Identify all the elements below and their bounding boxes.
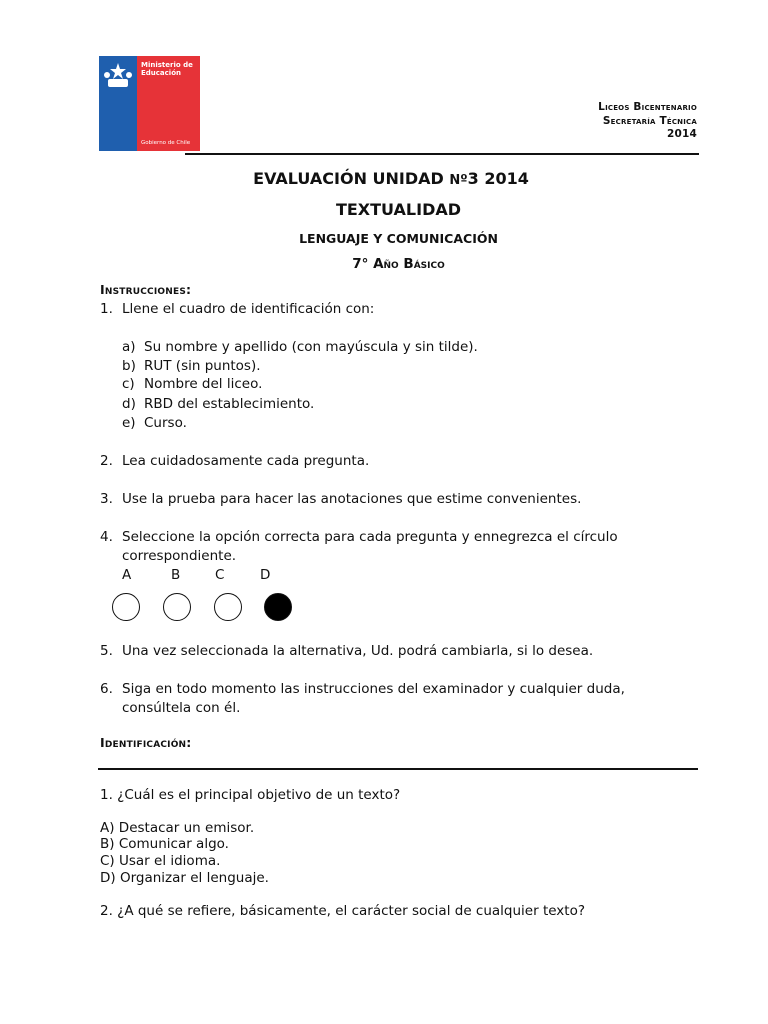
subitem-e-letter: e) <box>122 415 136 431</box>
option-letter-b: B <box>171 567 181 583</box>
option-letter-a: A <box>122 567 132 583</box>
instruction-6-text-line2: consúltela con él. <box>122 700 241 716</box>
coat-of-arms-icon <box>102 61 134 91</box>
subitem-b-letter: b) <box>122 358 136 374</box>
question-1-answer-d: D) Organizar el lenguaje. <box>100 870 269 886</box>
header-divider <box>185 153 699 155</box>
ministry-logo <box>99 56 200 151</box>
instructions-heading: Instrucciones: <box>100 282 192 297</box>
header-line1: Liceos Bicentenario <box>598 101 697 113</box>
instruction-1-number: 1. <box>100 301 113 317</box>
option-bubble-d <box>264 593 292 621</box>
identification-heading: Identificación: <box>100 735 192 750</box>
instruction-5-number: 5. <box>100 643 113 659</box>
subitem-c-text: Nombre del liceo. <box>144 376 263 392</box>
instruction-6-number: 6. <box>100 681 113 697</box>
instruction-6-text-line1: Siga en todo momento las instrucciones del examinador y cualquier duda, <box>122 681 625 697</box>
option-bubble-c <box>214 593 242 621</box>
subitem-a-text: Su nombre y apellido (con mayúscula y sin tilde). <box>144 339 478 355</box>
evaluation-number-sign: Nº <box>449 173 468 188</box>
subitem-b-text: RUT (sin puntos). <box>144 358 261 374</box>
identification-divider <box>98 768 698 770</box>
subitem-d-letter: d) <box>122 396 136 412</box>
logo-line1: Ministerio de <box>141 61 193 69</box>
option-letter-c: C <box>215 567 225 583</box>
option-letter-d: D <box>260 567 271 583</box>
instruction-4-number: 4. <box>100 529 113 545</box>
question-1: 1. ¿Cuál es el principal objetivo de un texto? <box>100 787 401 803</box>
option-bubble-a <box>112 593 140 621</box>
subitem-a-letter: a) <box>122 339 136 355</box>
evaluation-title <box>0 169 768 188</box>
header-right <box>598 101 697 142</box>
subitem-c-letter: c) <box>122 376 135 392</box>
grade-title: 7° Año Básico <box>352 256 445 272</box>
instruction-4-text-line2: correspondiente. <box>122 548 237 564</box>
header-line2: Secretaría Técnica <box>602 114 697 127</box>
option-bubble-b <box>163 593 191 621</box>
question-1-answer-c: C) Usar el idioma. <box>100 853 221 869</box>
logo-line2: Educación <box>141 69 181 77</box>
instruction-2-number: 2. <box>100 453 113 469</box>
instruction-1-text: Llene el cuadro de identificación con: <box>122 301 375 317</box>
instruction-4-text-line1: Seleccione la opción correcta para cada pregunta y ennegrezca el círculo <box>122 529 618 545</box>
instruction-3-text: Use la prueba para hacer las anotaciones que estime convenientes. <box>122 491 582 507</box>
question-1-answer-b: B) Comunicar algo. <box>100 836 229 852</box>
subitem-d-text: RBD del establecimiento. <box>144 396 315 412</box>
evaluation-suffix: 3 2014 <box>467 169 529 188</box>
question-1-answer-a: A) Destacar un emisor. <box>100 820 255 836</box>
logo-blue-panel <box>99 56 137 151</box>
subitem-e-text: Curso. <box>144 415 187 431</box>
instruction-2-text: Lea cuidadosamente cada pregunta. <box>122 453 370 469</box>
logo-red-panel <box>137 56 200 151</box>
question-2: 2. ¿A qué se refiere, básicamente, el carácter social de cualquier texto? <box>100 903 586 919</box>
instruction-5-text: Una vez seleccionada la alternativa, Ud. podrá cambiarla, si lo desea. <box>122 643 594 659</box>
header-line3: 2014 <box>666 128 697 140</box>
logo-ministry-text <box>141 61 193 77</box>
logo-footer: Gobierno de Chile <box>141 140 191 146</box>
course-title: LENGUAJE Y COMUNICACIÓN <box>299 231 498 246</box>
evaluation-prefix: EVALUACIÓN UNIDAD <box>253 169 450 188</box>
subject-title: TEXTUALIDAD <box>335 200 462 219</box>
instruction-3-number: 3. <box>100 491 113 507</box>
